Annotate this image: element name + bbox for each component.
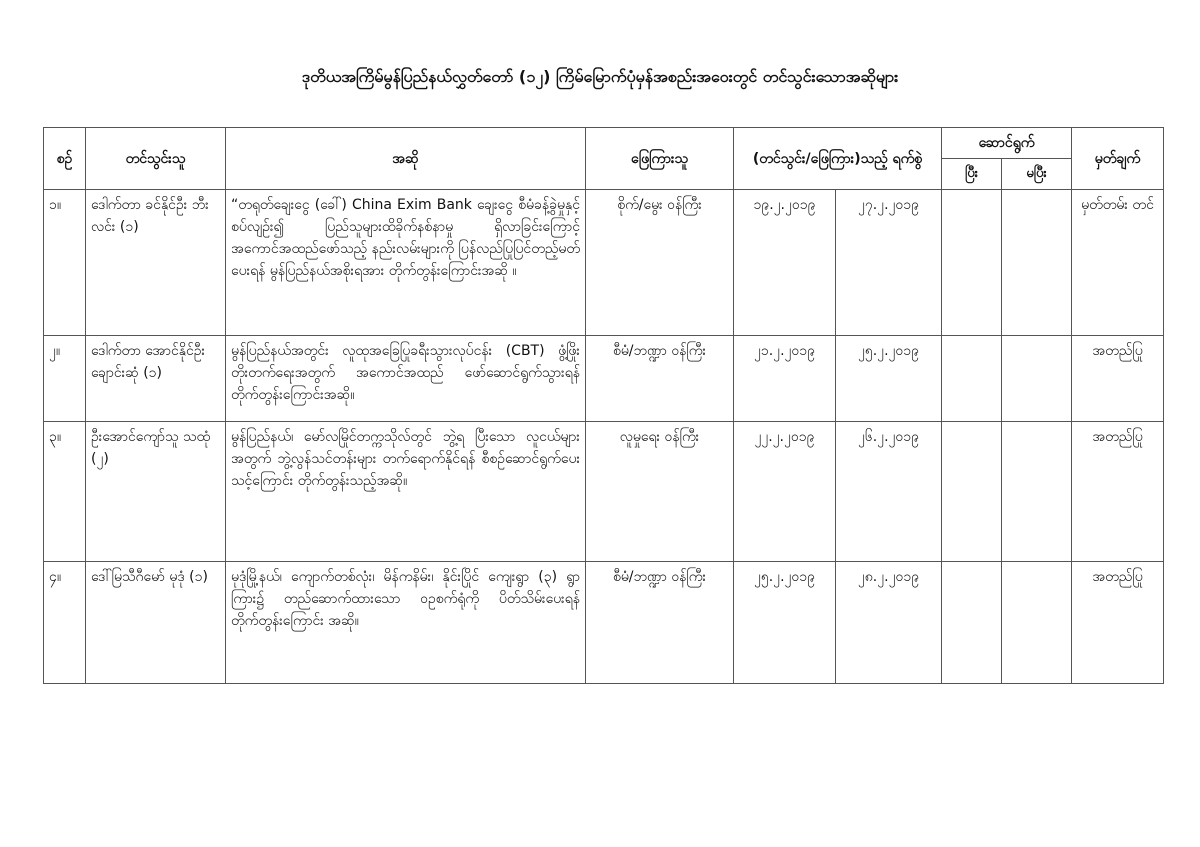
cell-done [942, 422, 1002, 562]
motions-table [43, 127, 1164, 684]
header-action-done: ပြီး [942, 159, 1002, 190]
cell-submitted-date: ၂၁.၂.၂၀၁၉ [734, 336, 836, 422]
cell-no: ၁။ [44, 190, 86, 336]
cell-respondent: လူမှုရေး ဝန်ကြီး [586, 422, 734, 562]
header-no: စဉ် [44, 128, 86, 190]
header-action: ဆောင်ရွက် [942, 128, 1072, 159]
cell-no: ၂။ [44, 336, 86, 422]
header-action-not-done: မပြီး [1002, 159, 1072, 190]
cell-respondent: စီမံ/ဘဏ္ဍာ ဝန်ကြီး [586, 336, 734, 422]
header-dates: (တင်သွင်း/ဖြေကြား)သည့် ရက်စွဲ [734, 128, 942, 190]
header-submitter: တင်သွင်းသူ [86, 128, 226, 190]
cell-done [942, 336, 1002, 422]
cell-remark: မှတ်တမ်း တင် [1072, 190, 1164, 336]
cell-submitter: ဒေါက်တာ အောင်နိုင်ဦး ချောင်းဆုံ (၁) [86, 336, 226, 422]
cell-submitter: ဦးအောင်ကျော်သူ သထုံ (၂) [86, 422, 226, 562]
cell-motion: မွန်ပြည်နယ်၊ မော်လမြိုင်တက္ကသိုလ်တွင် ဘွဲ့ရ ပြီးသော လူငယ်များအတွက် ဘွဲ့လွန်သင်တန်းများ တက်ရောက်နိုင်ရန် စီစဉ်ဆောင်ရွက်ပေးသင့်ကြောင်း တိုက်တွန်းသည့်အဆို။ [226, 422, 586, 562]
header-motion: အဆို [226, 128, 586, 190]
cell-motion: မွန်ပြည်နယ်အတွင်း လူထုအခြေပြုခရီးသွားလုပ်ငန်း (CBT) ဖွံ့ဖြိုးတိုးတက်ရေးအတွက် အကောင်အထည် ဖော်ဆောင်ရွက်သွားရန် တိုက်တွန်းကြောင်းအဆို။ [226, 336, 586, 422]
cell-remark: အတည်ပြု [1072, 422, 1164, 562]
header-respondent: ဖြေကြားသူ [586, 128, 734, 190]
cell-no: ၃။ [44, 422, 86, 562]
page-title: ဒုတိယအကြိမ်မွန်ပြည်နယ်လွှတ်တော် (၁၂) ကြိမ်မြောက်ပုံမှန်အစည်းအဝေးတွင် တင်သွင်းသောအဆိုများ [301, 67, 899, 86]
cell-remark: အတည်ပြု [1072, 562, 1164, 684]
cell-submitted-date: ၂၂.၂.၂၀၁၉ [734, 422, 836, 562]
cell-no: ၄။ [44, 562, 86, 684]
cell-motion: “တရုတ်ချေးငွေ (ခေါ်) China Exim Bank ချေးငွေ စီမံခန့်ခွဲမှုနှင့်စပ်လျဉ်း၍ ပြည်သူများထိခိုက်နစ်နာမှု ရှိလာခြင်းကြောင့် အကောင်အထည်ဖော်သည့် နည်းလမ်းများကို ပြန်လည်ပြုပြင်တည့်မတ်ပေးရန် မွန်ပြည်နယ်အစိုးရအား တိုက်တွန်းကြောင်းအဆို ။ [226, 190, 586, 336]
cell-not-done [1002, 562, 1072, 684]
cell-remark: အတည်ပြု [1072, 336, 1164, 422]
cell-answered-date: ၂၈.၂.၂၀၁၉ [836, 562, 942, 684]
cell-submitter: ဒေါ်မြသီဂီမော် မုဒုံ (၁) [86, 562, 226, 684]
table-row [44, 562, 1164, 684]
cell-not-done [1002, 336, 1072, 422]
cell-submitter: ဒေါက်တာ ခင်နိုင်ဦး ဘီးလင်း (၁) [86, 190, 226, 336]
cell-done [942, 190, 1002, 336]
cell-answered-date: ၂၆.၂.၂၀၁၉ [836, 422, 942, 562]
cell-submitted-date: ၂၅.၂.၂၀၁၉ [734, 562, 836, 684]
header-remark: မှတ်ချက် [1072, 128, 1164, 190]
table-row [44, 190, 1164, 336]
cell-motion: မုဒုံမြို့နယ်၊ ကျောက်တစ်လုံး၊ မိန်ကနိမ်း၊ နိုင်းပြိုင် ကျေးရွာ (၃) ရွာကြား၌ တည်ဆောက်ထားသော ဝဥစက်ရုံကို ပိတ်သိမ်းပေးရန် တိုက်တွန်းကြောင်း အဆို။ [226, 562, 586, 684]
cell-respondent: စိုက်/မွေး ဝန်ကြီး [586, 190, 734, 336]
table-row [44, 422, 1164, 562]
cell-respondent: စီမံ/ဘဏ္ဍာ ဝန်ကြီး [586, 562, 734, 684]
cell-submitted-date: ၁၉.၂.၂၀၁၉ [734, 190, 836, 336]
cell-done [942, 562, 1002, 684]
table-row [44, 336, 1164, 422]
cell-answered-date: ၂၇.၂.၂၀၁၉ [836, 190, 942, 336]
cell-not-done [1002, 422, 1072, 562]
cell-not-done [1002, 190, 1072, 336]
cell-answered-date: ၂၅.၂.၂၀၁၉ [836, 336, 942, 422]
header-row [44, 128, 1164, 159]
